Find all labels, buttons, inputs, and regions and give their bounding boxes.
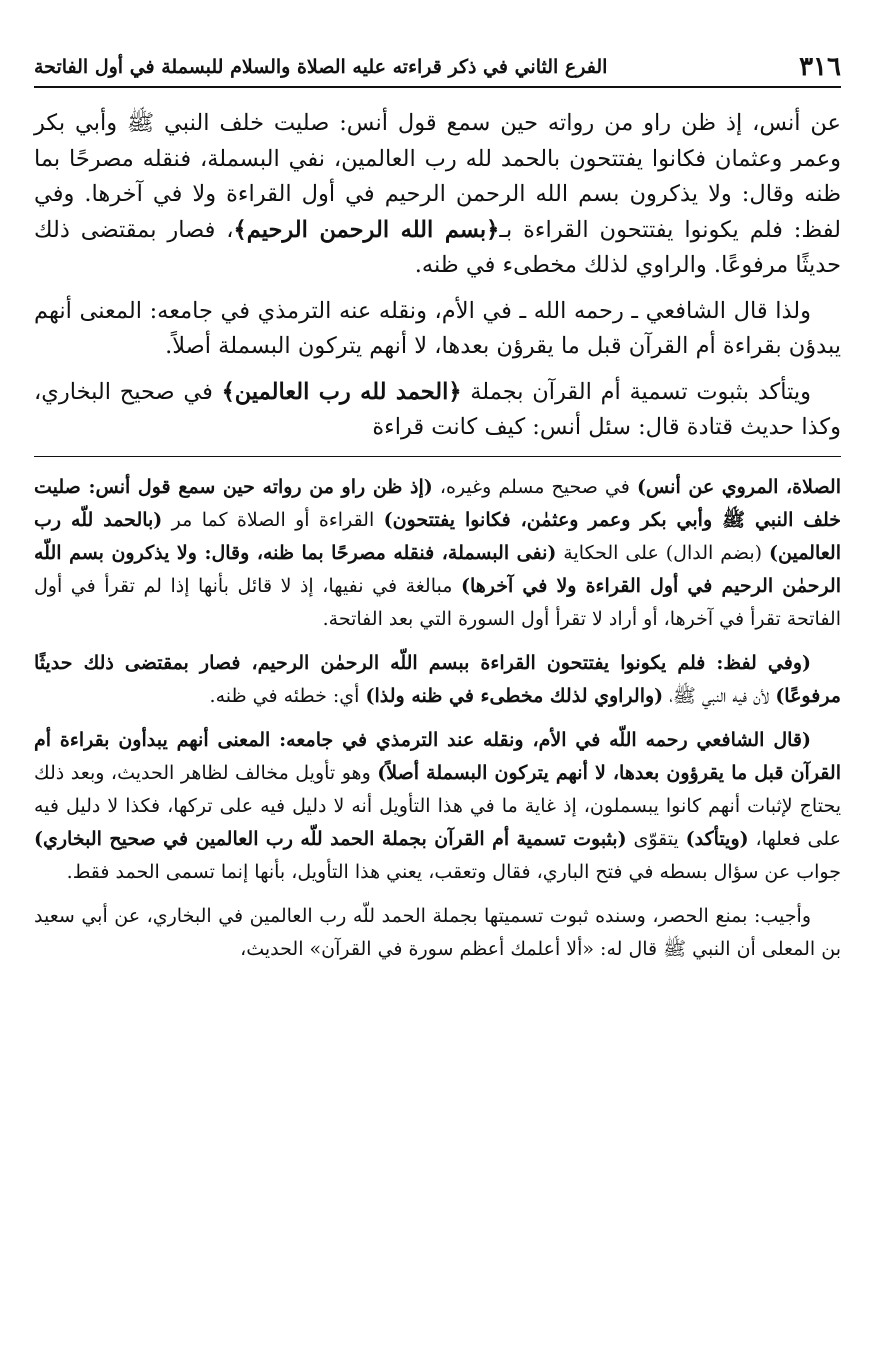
bold-text-run: (نفى البسملة، فنقله مصرحًا بما ظنه، وقال: ولا يذكرون بسم اللّه الرحمٰن الرحيم في أول القراءة ولا في آخرها) (34, 541, 841, 597)
running-title: الفرع الثاني في ذكر قراءته عليه الصلاة والسلام للبسملة في أول الفاتحة (34, 56, 608, 78)
text-run: يتقوّى (626, 827, 686, 850)
main-text (34, 106, 841, 446)
bold-text-run: (والراوي لذلك مخطىء في ظنه ولذا) (365, 684, 664, 707)
text-run: ويتأكد بثبوت تسمية أم القرآن بجملة (461, 378, 812, 405)
commentary-paragraph-2 (34, 647, 841, 713)
bold-text-run: (إذ ظن راو من رواته حين سمع قول أنس: صليت خلف النبي ﷺ وأبي بكر وعمر وعثمٰن، فكانوا يفتتحون) (34, 475, 841, 531)
text-run: القراءة أو الصلاة كما مر (162, 508, 384, 531)
text-run: وهو تأويل مخالف لظاهر الحديث، وبعد ذلك يحتاج لإثبات أنهم كانوا يبسملون، إذ غاية ما في هذا التأويل أنه لا دليل فيه على تركها، فكذا لا دليل فيه على فعلها، (34, 761, 841, 850)
footnote-divider (34, 456, 841, 457)
text-run: ولذا قال الشافعي ـ رحمه الله ـ في الأم، ونقله عنه الترمذي في جامعه: المعنى أنهم يبدؤن بقراءة أم القرآن قبل ما يقرؤن بعدها، لا أنهم يتركون البسملة أصلاً. (34, 297, 841, 359)
page-number: ٣١٦ (799, 52, 841, 82)
commentary-text (34, 471, 841, 966)
text-run: جواب عن سؤال بسطه في فتح الباري، فقال وتعقب، يعني هذا التأويل، بأنها إنما تسمى الحمد فقط. (66, 860, 841, 883)
commentary-paragraph-4 (34, 900, 841, 966)
bold-text-run: الصلاة، المروي عن أنس) (636, 475, 842, 498)
bold-text-run: ﴿الحمد لله رب العالمين﴾ (221, 378, 462, 405)
commentary-paragraph-1 (34, 471, 841, 636)
text-run: (بضم الدال) على الحكاية (556, 541, 770, 564)
text-run: مبالغة في نفيها، إذ لا قائل بأنها إذا لم تقرأ في أول الفاتحة تقرأ في آخرها، أو أراد لا تقرأ أول السورة التي بعد الفاتحة. (34, 574, 841, 630)
commentary-paragraph-3 (34, 724, 841, 889)
main-paragraph-2 (34, 294, 841, 365)
text-run: أي: خطئه في ظنه. (209, 684, 366, 707)
main-paragraph-3 (34, 375, 841, 446)
text-run: عن أنس، إذ ظن راو من رواته حين سمع قول أنس: صليت خلف النبي ﷺ وأبي بكر وعمر وعثمان فكانوا يفتتحون بالحمد لله رب العالمين، نفي البسملة، فنقله مصرحًا بما ظنه وقال: ولا يذكرون بسم الله الرحمن الرحيم في أول القراءة ولا في آخرها. وفي لفظ: فلم يكونوا يفتتحون القراءة بـ (34, 110, 841, 243)
bold-text-run: (ويتأكد) (685, 827, 749, 850)
text-run: وأجيب: بمنع الحصر، وسنده ثبوت تسميتها بجملة الحمد للّه رب العالمين في البخاري، عن أبي سعيد بن المعلى أن النبي ﷺ قال له: «ألا أعلمك أعظم سورة في القرآن» الحديث، (34, 904, 841, 960)
bold-text-run: (بالحمد للّه رب العالمين) (34, 508, 841, 564)
bold-text-run: (قال الشافعي رحمه اللّه في الأم، ونقله عند الترمذي في جامعه: المعنى أنهم يبدأون بقراءة أم القرآن قبل ما يقرؤون بعدها، لا أنهم يتركون البسملة أصلاً) (34, 728, 841, 784)
text-run: في صحيح مسلم وغيره، (432, 475, 637, 498)
bold-text-run: (بثبوت تسمية أم القرآن بجملة الحمد للّه رب العالمين في صحيح البخاري) (34, 827, 627, 850)
text-run: ، فصار بمقتضى ذلك حديثًا مرفوعًا. والراوي لذلك مخطىء في ظنه. (34, 216, 841, 278)
main-paragraph-1 (34, 106, 841, 284)
page-header (34, 52, 841, 88)
text-run: في صحيح البخاري، وكذا حديث قتادة قال: سئل أنس: كيف كانت قراءة (34, 378, 841, 440)
bold-text-run: ﴿بسم الله الرحمن الرحيم﴾ (233, 216, 500, 243)
text-run: لأن فيه النبي ﷺ، (663, 684, 776, 707)
bold-text-run: (وفي لفظ: فلم يكونوا يفتتحون القراءة ببسم اللّه الرحمٰن الرحيم، فصار بمقتضى ذلك حديثًا مرفوعًا) (34, 651, 841, 707)
